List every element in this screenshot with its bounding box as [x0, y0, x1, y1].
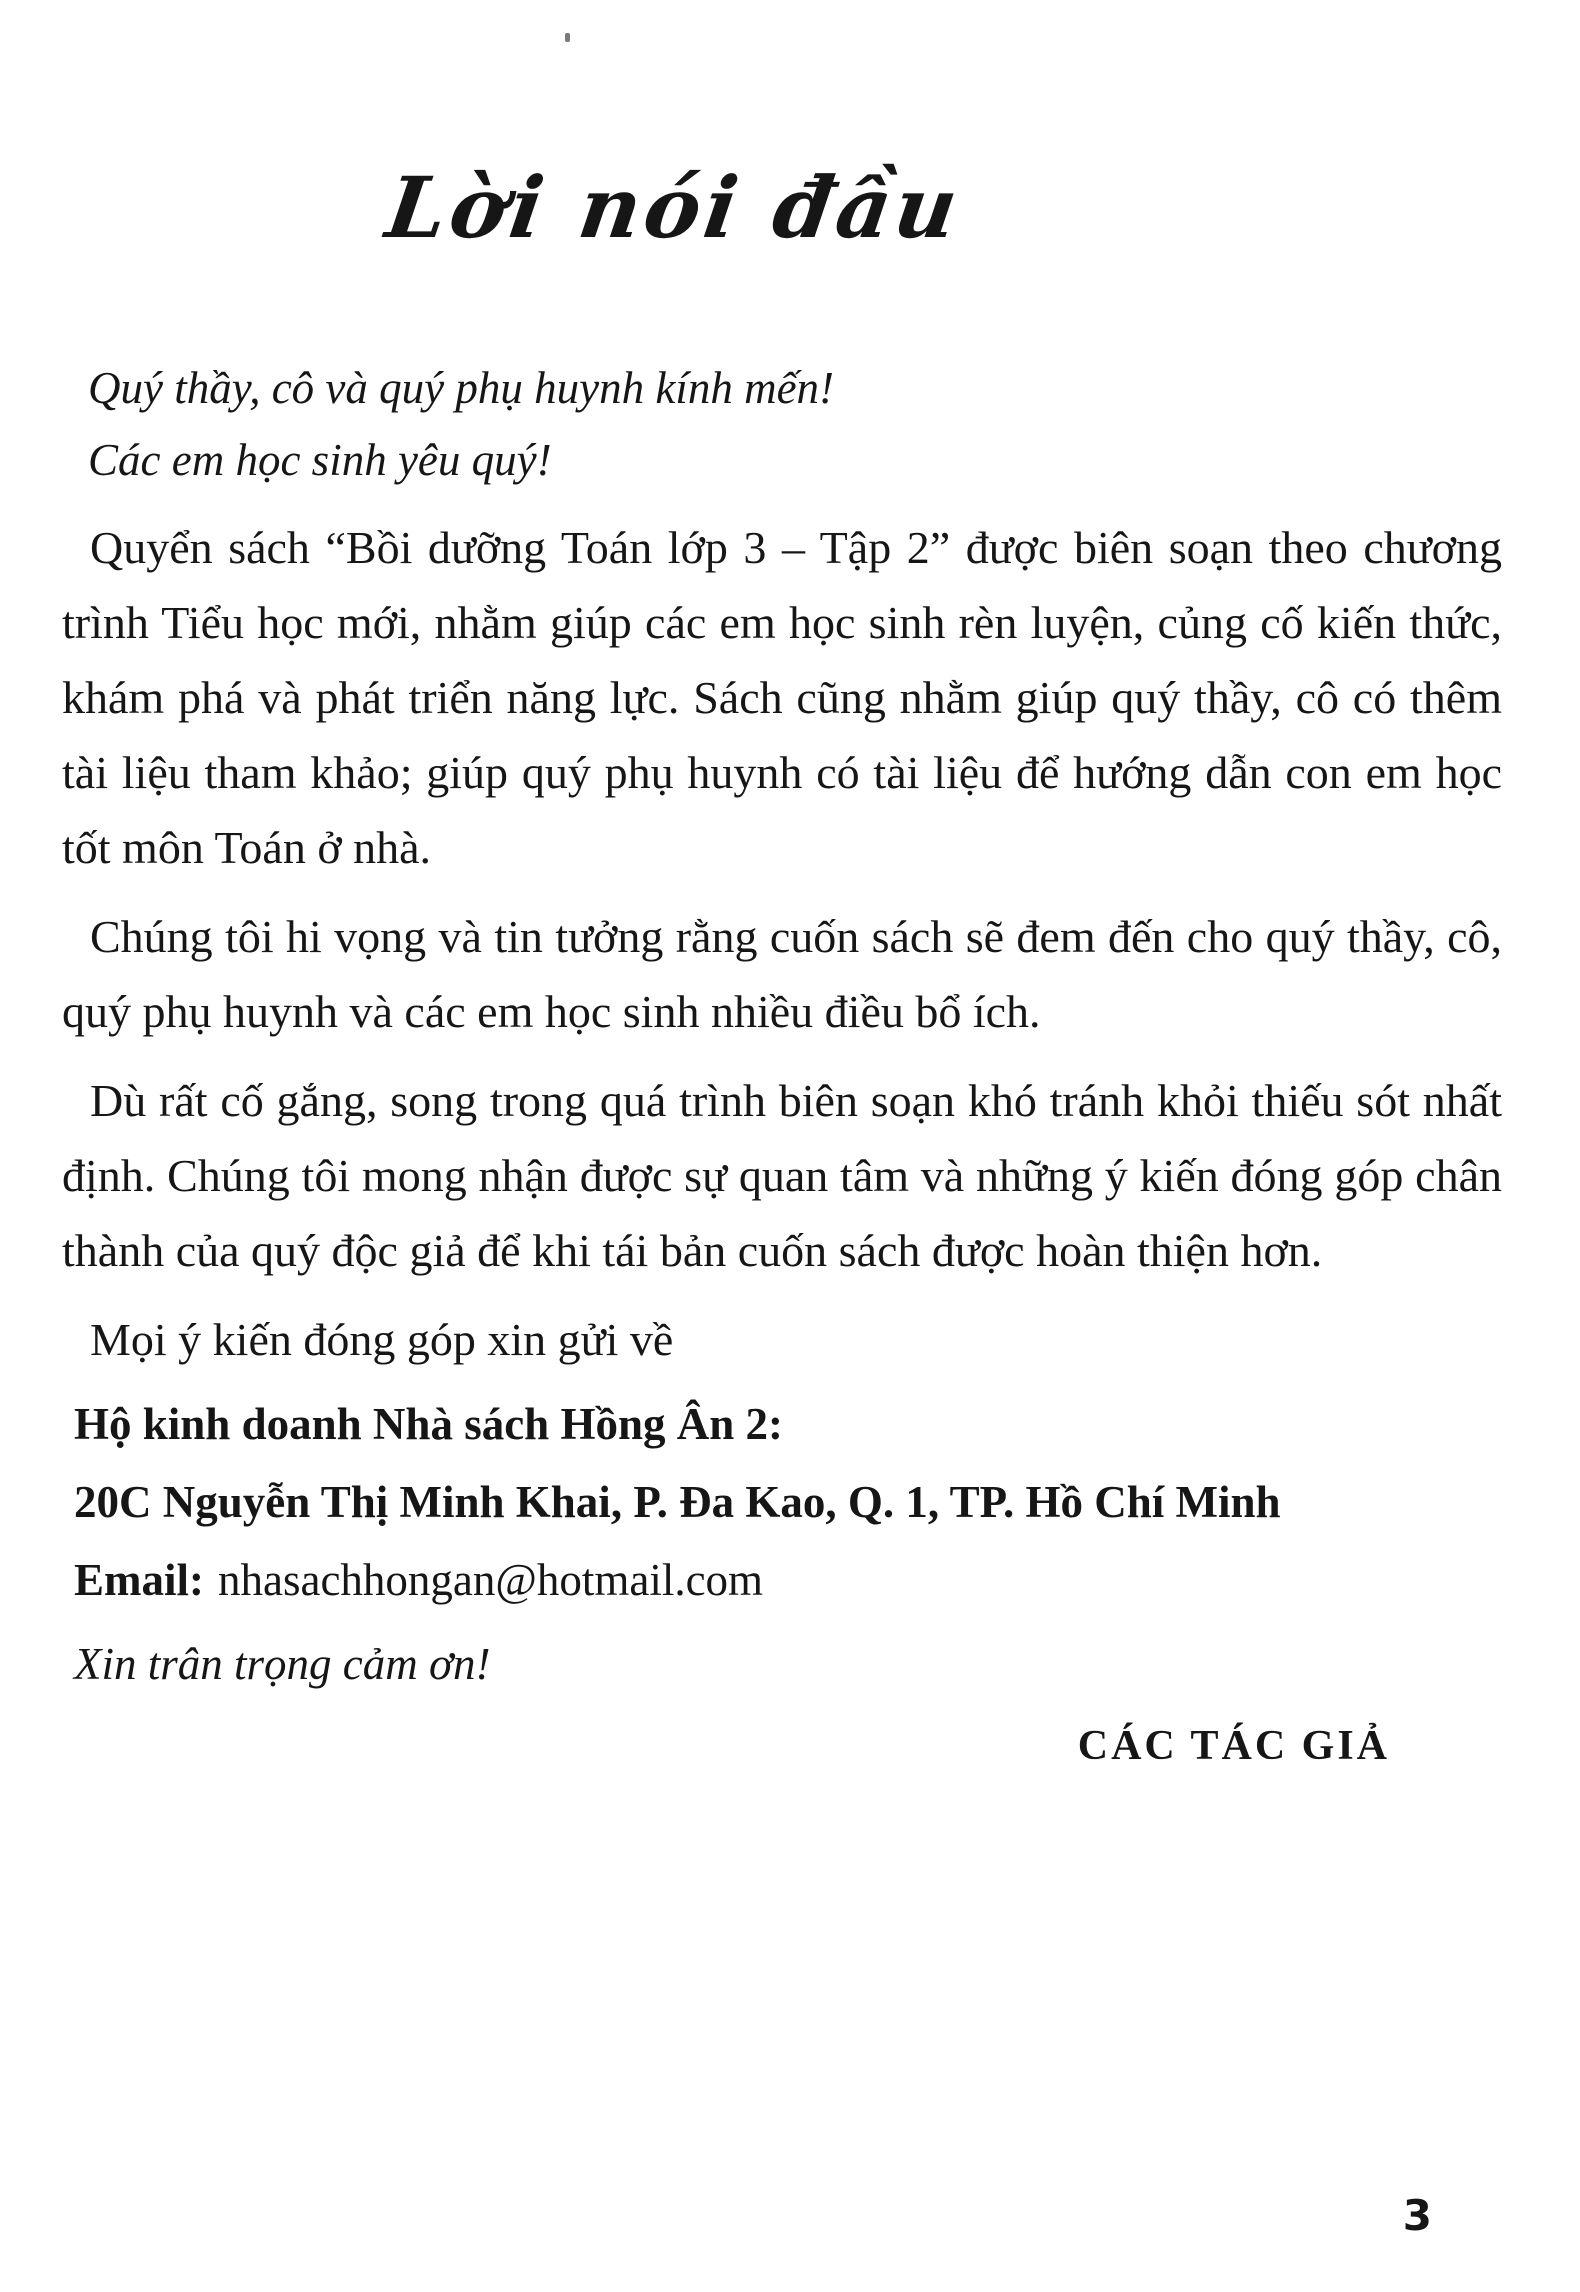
closing-thanks: Xin trân trọng cảm ơn! [74, 1639, 491, 1689]
email-address: nhasachhongan@hotmail.com [218, 1555, 764, 1605]
contact-email-line [62, 1549, 1502, 1611]
paragraph-hope: Chúng tôi hi vọng và tin tưởng rằng cuốn sách sẽ đem đến cho quý thầy, cô, quý phụ huynh và các em học sinh nhiều điều bổ ích. [62, 911, 1502, 1037]
paragraph-feedback-invite: Mọi ý kiến đóng góp xin gửi về [90, 1314, 674, 1365]
page-title: Lời nói đầu [380, 158, 968, 257]
salutation-line-teachers: Quý thầy, cô và quý phụ huynh kính mến! [88, 363, 835, 413]
paragraph-intro: Quyển sách “Bồi dưỡng Toán lớp 3 – Tập 2” được biên soạn theo chương trình Tiểu học mới, nhằm giúp các em học sinh rèn luyện, củng cố kiến thức, khám phá và phát triển năng lực. Sách cũng nhằm giúp quý thầy, cô có thêm tài liệu tham khảo; giúp quý phụ huynh có tài liệu để hướng dẫn con em học tốt môn Toán ở nhà. [62, 522, 1502, 873]
page-number: 3 [1402, 2191, 1432, 2240]
salutation-line-students: Các em học sinh yêu quý! [88, 435, 552, 485]
paragraph-apology: Dù rất cố gắng, song trong quá trình biên soạn khó tránh khỏi thiếu sót nhất định. Chúng tôi mong nhận được sự quan tâm và những ý kiến đóng góp chân thành của quý độc giả để khi tái bản cuốn sách được hoàn thiện hơn. [62, 1075, 1502, 1276]
scan-speck [565, 33, 570, 42]
contact-address: 20C Nguyễn Thị Minh Khai, P. Đa Kao, Q. 1, TP. Hồ Chí Minh [74, 1477, 1281, 1527]
email-label: Email: [74, 1555, 204, 1605]
authors-signature: CÁC TÁC GIẢ [1077, 1723, 1390, 1769]
contact-business-name: Hộ kinh doanh Nhà sách Hồng Ân 2: [74, 1399, 783, 1449]
